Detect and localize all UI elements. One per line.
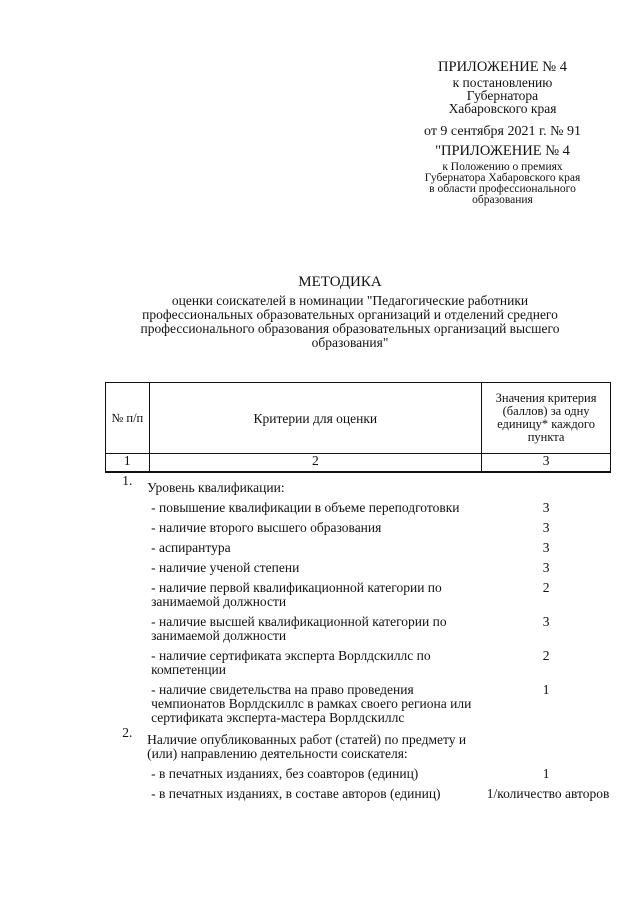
decree-line-2: Губернатора bbox=[466, 88, 539, 103]
row-criterion: Наличие опубликованных работ (статей) по предмету и (или) направлению деятельности соискателя: bbox=[147, 732, 467, 761]
header-value: Значения критерия (баллов) за одну единицу* каждого пункта bbox=[482, 383, 611, 454]
row-number bbox=[106, 761, 150, 781]
row-number bbox=[106, 555, 150, 575]
row-value: 2 bbox=[542, 580, 550, 595]
criteria-table bbox=[105, 382, 611, 801]
row-criterion: Уровень квалификации: bbox=[147, 480, 285, 495]
table-row bbox=[106, 677, 611, 725]
row-value: 1 bbox=[542, 766, 550, 781]
document-header bbox=[380, 58, 625, 206]
column-number: 2 bbox=[149, 454, 482, 473]
row-value: 1/количество авторов bbox=[486, 786, 610, 801]
table-row bbox=[106, 535, 611, 555]
row-value: 2 bbox=[542, 648, 550, 663]
row-value: 3 bbox=[542, 560, 550, 575]
row-criterion: - наличие первой квалификационной категории по занимаемой должности bbox=[151, 580, 442, 609]
column-number-row bbox=[106, 454, 611, 473]
header-criteria: Критерии для оценки bbox=[149, 383, 482, 454]
row-number bbox=[106, 535, 150, 555]
regulation-line-4: образования bbox=[472, 194, 533, 206]
decree-date: от 9 сентября 2021 г. № 91 bbox=[424, 124, 581, 139]
table-row bbox=[106, 495, 611, 515]
row-value: 3 bbox=[542, 614, 550, 629]
regulation-line-1: к Положению о премиях bbox=[442, 161, 563, 173]
row-value: 3 bbox=[542, 520, 550, 535]
table-row bbox=[106, 761, 611, 781]
row-value: 3 bbox=[542, 500, 550, 515]
table-row bbox=[106, 575, 611, 609]
row-criterion: - аспирантура bbox=[151, 540, 231, 555]
row-value: 3 bbox=[542, 540, 550, 555]
row-value: 1 bbox=[542, 682, 550, 697]
row-criterion: - в печатных изданиях, без соавторов (единиц) bbox=[151, 766, 419, 781]
appendix-quoted-label: "ПРИЛОЖЕНИЕ № 4 bbox=[435, 143, 570, 159]
column-number: 3 bbox=[482, 454, 611, 473]
row-number bbox=[106, 609, 150, 643]
row-number: 2. bbox=[122, 725, 133, 740]
table-row bbox=[106, 725, 611, 761]
row-value bbox=[482, 725, 611, 761]
regulation-line-3: в области профессионального bbox=[429, 183, 576, 195]
appendix-label: ПРИЛОЖЕНИЕ № 4 bbox=[438, 59, 567, 75]
table-row bbox=[106, 609, 611, 643]
decree-line-1: к постановлению bbox=[452, 75, 553, 90]
document-subtitle: оценки соискателей в номинации "Педагогические работники профессиональных образовательных организаций и отделений среднего профессионального образования образовательных организаций высшего образования" bbox=[140, 293, 560, 350]
row-number bbox=[106, 575, 150, 609]
table-row bbox=[106, 555, 611, 575]
document-title: МЕТОДИКА bbox=[298, 274, 382, 290]
row-criterion: - в печатных изданиях, в составе авторов (единиц) bbox=[151, 786, 441, 801]
row-number bbox=[106, 495, 150, 515]
row-criterion: - наличие сертификата эксперта Ворлдскиллс по компетенции bbox=[151, 648, 431, 677]
row-criterion: - наличие высшей квалификационной категории по занимаемой должности bbox=[151, 614, 447, 643]
column-number: 1 bbox=[106, 454, 150, 473]
table-row bbox=[106, 472, 611, 495]
row-number bbox=[106, 781, 150, 801]
row-number: 1. bbox=[122, 473, 133, 488]
row-criterion: - наличие второго высшего образования bbox=[151, 520, 382, 535]
row-criterion: - наличие ученой степени bbox=[151, 560, 300, 575]
decree-line-3: Хабаровского края bbox=[448, 101, 557, 116]
row-number bbox=[106, 643, 150, 677]
regulation-line-2: Губернатора Хабаровского края bbox=[424, 172, 581, 184]
table-header-row bbox=[106, 383, 611, 454]
header-num: № п/п bbox=[106, 383, 150, 454]
row-number bbox=[106, 515, 150, 535]
table-row bbox=[106, 515, 611, 535]
row-number bbox=[106, 677, 150, 725]
table-row bbox=[106, 643, 611, 677]
row-criterion: - наличие свидетельства на право проведения чемпионатов Ворлдскиллс в рамках своего региона или сертификата эксперта-мастера Ворлдскиллс bbox=[151, 682, 472, 725]
table-row bbox=[106, 781, 611, 801]
row-value bbox=[482, 472, 611, 495]
row-criterion: - повышение квалификации в объеме переподготовки bbox=[151, 500, 460, 515]
